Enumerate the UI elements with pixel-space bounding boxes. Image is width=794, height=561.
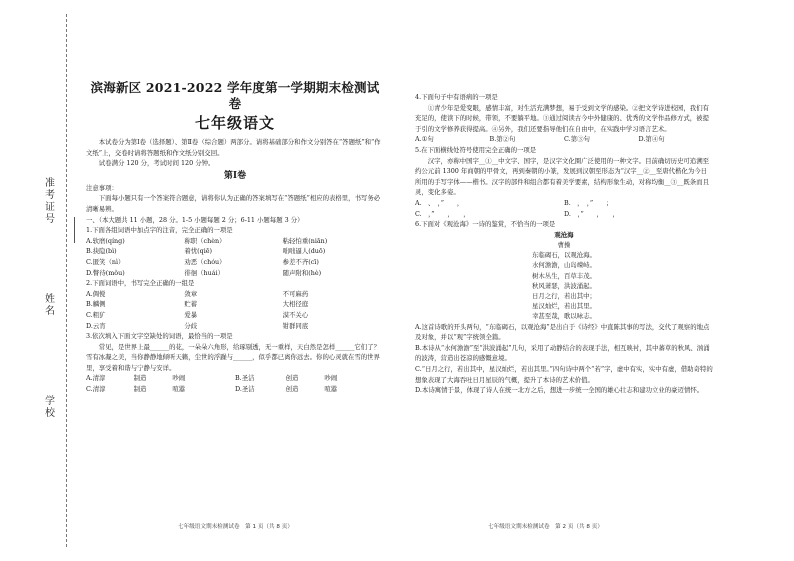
question-6-stem: 6.下面对《观沧海》一诗的鉴赏，不恰当的一项是 xyxy=(415,220,556,229)
poem-line: 树木丛生，百草丰茂。 xyxy=(532,271,596,280)
intro-paragraph-2: 试卷满分 120 分，考试时间 120 分钟。 xyxy=(98,159,215,168)
volume-title: 第Ⅰ卷 xyxy=(223,170,247,181)
left-page xyxy=(86,80,384,550)
poem-block xyxy=(415,230,713,322)
question-4-options: A.①句 B.第②句 C.第③句 D.第④句 xyxy=(415,135,665,144)
intro-paragraph-1: 本试卷分为第Ⅰ卷（选择题）、第Ⅱ卷（综合题）两部分。请将基础部分和作文分别答在“答题纸”和“作文纸”上，交卷时请将答题纸和作文纸分别交回。 xyxy=(86,138,381,157)
section-one-heading: 一、（本大题共 11 小题，28 分。1-5 小题每题 2 分；6-11 小题每题 3 分） xyxy=(86,215,304,224)
question-1-option-c: C.匿笑（nì） 劝恶（chóu） 参差不齐(cī) xyxy=(86,257,319,266)
notes-text: 下面每小题只有一个答案符合题意，请将你认为正确的答案填写在“答题纸”相应的表格里，书写务必清晰易辨。 xyxy=(86,194,381,213)
name-label: 姓名 xyxy=(45,294,55,317)
question-6-option-a: A.这首诗歌的开头两句，“东临碣石，以观沧海”是出自于《诗经》中直陈其事的写法，交代了观察的地点及对象，并以“观”字统领全篇。 xyxy=(415,322,710,342)
question-1-option-b: B.抉隐(bì) 着忧(qiē) 咄咄逼人(duō) xyxy=(86,247,326,256)
poem-line: 东临碣石，以观沧海。 xyxy=(532,251,596,260)
poem-line: 日月之行，若出其中； xyxy=(532,291,596,300)
question-2-option-d: D.云宵 分歧 钳群同底 xyxy=(86,321,309,330)
question-3-passage: 常见，是世界上最______的花，一朵朵六角形，给琢剔透，无一重样，天白然是怎样______它们了？雪有冰凝之美，当你静静地倾听天籁，尘世的浮躁与______，似乎都已离你远去。你的心灵就在雪的世界里，享受着和谐与宁静与安详。 xyxy=(86,342,380,372)
binding-margin xyxy=(0,0,78,561)
poem-line: 星汉灿烂，若出其里。 xyxy=(532,302,596,311)
question-2-option-b: B.麟侧 贮蓄 大相径庭 xyxy=(86,300,309,309)
school-label: 学校 xyxy=(45,396,55,419)
question-2-option-c: C.粗犷 爱暴 漠不关心 xyxy=(86,310,309,319)
question-2-stem: 2.下面词语中，书写完全正确的一组是 xyxy=(86,279,195,288)
left-page-footer: 七年级语文期末检测试卷 第 1 页（共 8 页） xyxy=(178,524,293,530)
question-5-stem: 5.在下面横线处符号使用完全正确的一项是 xyxy=(415,145,537,154)
poem-title: 观沧海 xyxy=(554,230,574,239)
question-5-options-cd: C. ，” ， ， D. ，” ， ， xyxy=(415,209,619,218)
poem-line: 水何澹澹，山岛竦峙。 xyxy=(532,261,596,270)
binding-dashed-line xyxy=(66,14,67,547)
question-4-passage: ①青少年是爱变眼，感情丰富，对生活充满梦想，易于受到文学的感染。②把文学诗进校园，我们有充足的，使读下的时候，带领，不要躺平地。③通过阅读古今中外健康的、优秀的文学作品修方式，被提于引的文学修养获得提高。④另外，我们还要指导他们在自由中，在实践中学习语言艺术。 xyxy=(415,103,709,133)
poem-line: 秋风萧瑟，洪波涌起。 xyxy=(532,281,596,290)
question-3-stem: 3.依次填入下面文字空缺处的词语，最恰当的一项是 xyxy=(86,332,233,341)
poem-author: 曹操 xyxy=(557,240,571,249)
notes-title: 注意事项： xyxy=(86,183,118,192)
question-6-option-b: B.本诗从“水何澹澹”至“洪波涌起”几句，采用了动静结合的表现手法，相互映衬，其中蕃草的秋风、汹涌的波涛，营造出苍凉的感慨意境。 xyxy=(415,343,710,363)
exam-school-title: 滨海新区 2021-2022 学年度第一学期期末检测试卷 xyxy=(90,80,380,111)
question-4-stem: 4.下面句子中有语病的一项是 xyxy=(415,93,498,101)
question-1-option-d: D.瞥待(mǒu) 徘徊（huái） 随声附和(hè) xyxy=(86,268,322,277)
question-1-option-a: A.软磨(qíng) 称职（chèn） 粘轻怕重(niān) xyxy=(86,236,328,245)
exam-number-label: 准考证号 xyxy=(45,178,55,225)
question-5-options-ab: A. 、 ，” ， B. ， ，” ； xyxy=(415,198,613,207)
right-page-footer: 七年级语文期末检测试卷 第 2 页（共 8 页） xyxy=(488,524,603,530)
question-2-option-a: A.倜傥 敛章 不可麻药 xyxy=(86,289,309,298)
question-1-stem: 1.下面各组词语中加点字的注音，完全正确的一项是 xyxy=(86,226,233,235)
question-3-options-ab: A.清淳 制造 吵闹 B.圣洁 创造 吵闹 xyxy=(86,374,338,383)
exam-grade-title: 七年级语文 xyxy=(194,114,275,132)
poem-line: 幸甚至哉，歌以咏志。 xyxy=(532,312,596,321)
question-5-passage: 汉字，亦称中国字__①__中文字、国字，是汉字文化圈广泛使用的一种文字。目前确切历史可追溯至约公元前 1300 年商朝的甲骨文，再到秦朝的小篆，发展到汉朝至形态为“汉字__②__至唐代楷化为今日所用的手写字体——楷书。汉字的部件和组合都有着美学要素，结构形象生动，对称均衡__③__既条而且灵，变化多姿。 xyxy=(415,156,709,197)
question-6-option-d: D.本诗寓情于景，体现了诗人在统一北方之后，想进一步统一全国的雄心壮志和建功立业的豪迈情怀。 xyxy=(415,386,704,395)
question-3-options-cd: C.清淳 制造 喧嚣 D.圣洁 创造 喧嚣 xyxy=(86,385,338,394)
right-page xyxy=(415,92,713,561)
question-6-option-c: C.“日月之行，若出其中，星汉灿烂，若出其里。”四句诗中两个“若”字，虚中有实，实中有虚，借助奇特的想象表现了大海吞吐日月星辰的气概，提升了本诗的艺术价值。 xyxy=(415,364,713,384)
exam-number-underline xyxy=(68,214,80,246)
